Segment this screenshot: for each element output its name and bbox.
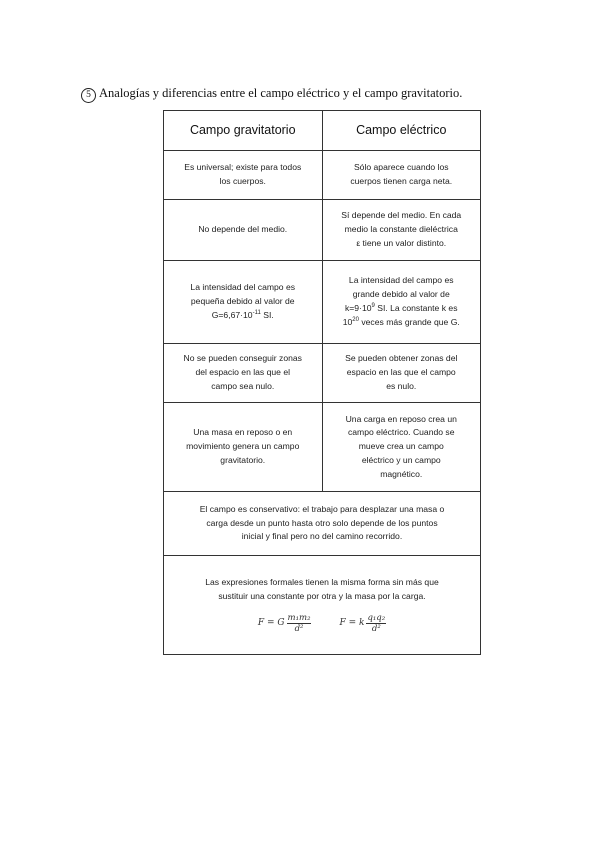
k-value: k=9·10	[344, 303, 372, 313]
cell-line: magnético.	[380, 468, 423, 479]
cell-line: campo sea nulo.	[211, 380, 275, 391]
electric-numerator: q₁q₂	[367, 613, 386, 624]
cell-line: sustituir una constante por otra y la masa por la carga.	[218, 590, 426, 601]
header-gravitational: Campo gravitatorio	[164, 111, 323, 150]
cell-line: del espacio en las que el	[195, 367, 291, 378]
row3-electric	[323, 261, 481, 343]
g-value: G=6,67·10	[211, 309, 253, 320]
conservative-cell	[164, 492, 480, 555]
gravity-formula-lhs: F = G	[257, 617, 285, 628]
table-header-row	[164, 111, 480, 151]
cell-line: Sólo aparece cuando los	[353, 162, 449, 173]
cell-line: El campo es conservativo: el trabajo para desplazar una masa o	[199, 503, 445, 514]
electric-denominator: d²	[371, 624, 381, 635]
row2-electric	[323, 200, 481, 260]
gravity-denominator: d²	[294, 624, 304, 635]
gravity-numerator: m₁m₂	[287, 613, 311, 624]
table-row-expressions	[164, 556, 480, 654]
table-row	[164, 261, 480, 344]
row2-gravitational	[164, 200, 323, 260]
cell-line: movimiento genera un campo	[186, 441, 300, 452]
section-title: Analogías y diferencias entre el campo eléctrico y el campo gravitatorio.	[99, 86, 463, 100]
row5-electric	[323, 403, 481, 491]
cell-line: carga desde un punto hasta otro solo depende de los puntos	[206, 517, 438, 528]
table-row	[164, 403, 480, 492]
cell-line: espacio en las que el campo	[346, 367, 456, 378]
cell-line: Se pueden obtener zonas del	[345, 353, 458, 364]
cell-line: No se pueden conseguir zonas	[183, 353, 302, 364]
g-exponent: -11	[252, 309, 261, 316]
cell-line: eléctrico y un campo	[361, 454, 441, 465]
gravity-formula	[258, 613, 312, 634]
cell-line: medio la constante dieléctrica	[344, 224, 458, 235]
row3-gravitational	[164, 261, 323, 343]
cell-line	[190, 309, 295, 323]
comparison-table	[163, 110, 481, 655]
cell-line: es nulo.	[386, 380, 417, 391]
electric-fraction	[366, 613, 386, 634]
ratio-exponent: 20	[352, 316, 359, 323]
ratio-text: veces más grande que G.	[358, 316, 460, 327]
section-number: 5	[81, 88, 96, 103]
formulas	[258, 613, 386, 634]
row5-gravitational	[164, 403, 323, 491]
cell-line	[343, 302, 460, 316]
ratio-base: 10	[342, 316, 353, 327]
cell-line: Una carga en reposo crea un	[345, 413, 457, 424]
row4-gravitational	[164, 344, 323, 402]
gravity-fraction	[287, 613, 312, 634]
cell-line: inicial y final pero no del camino recorrido.	[241, 531, 403, 542]
cell-line: mueve crea un campo	[358, 441, 444, 452]
cell-line: grande debido al valor de	[352, 289, 450, 300]
cell-line: los cuerpos.	[219, 176, 266, 186]
cell-line	[343, 316, 460, 330]
cell-line: Sí depende del medio. En cada	[341, 210, 462, 221]
k-unit: SI. La constante k es	[374, 303, 458, 313]
cell-line: pequeña debido al valor de	[190, 296, 295, 307]
row4-electric	[323, 344, 481, 402]
row1-gravitational	[164, 151, 323, 199]
cell-line: No depende del medio.	[198, 224, 288, 235]
section-heading	[81, 86, 462, 103]
electric-formula	[339, 613, 386, 634]
electric-formula-lhs: F = k	[339, 617, 365, 628]
row1-electric	[323, 151, 481, 199]
table-row	[164, 200, 480, 261]
cell-line: gravitatorio.	[220, 454, 266, 465]
header-electric: Campo eléctrico	[356, 122, 447, 137]
table-row	[164, 344, 480, 403]
table-row	[164, 151, 480, 200]
k-exponent: 9	[371, 303, 375, 309]
cell-line: cuerpos tienen carga neta.	[350, 176, 453, 186]
cell-line: Una masa en reposo o en	[193, 427, 293, 438]
cell-line: campo eléctrico. Cuando se	[347, 427, 455, 438]
cell-line: La intensidad del campo es	[190, 282, 296, 293]
cell-line: La intensidad del campo es	[348, 275, 454, 286]
g-unit: SI.	[260, 309, 274, 320]
cell-line: Es universal; existe para todos	[184, 162, 302, 173]
table-row-conservative	[164, 492, 480, 556]
expressions-cell	[164, 556, 480, 654]
cell-line: ε tiene un valor distinto.	[356, 237, 447, 248]
cell-line: Las expresiones formales tienen la misma forma sin más que	[205, 576, 439, 587]
